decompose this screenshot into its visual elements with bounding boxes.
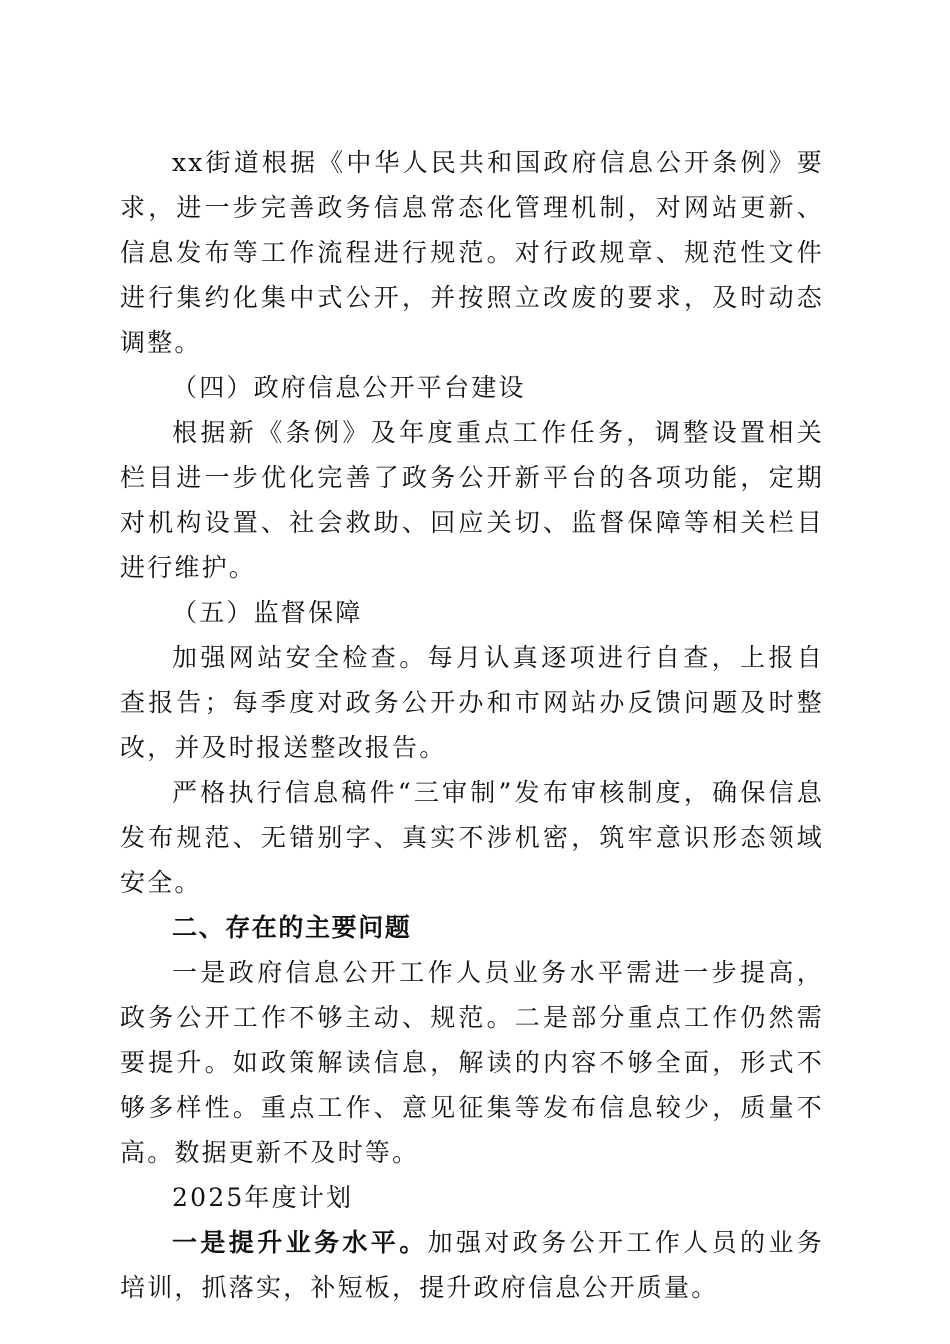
paragraph-review-system: 严格执行信息稿件“三审制”发布审核制度，确保信息发布规范、无错别字、真实不涉机密，筑牢意识形态领域安全。 xyxy=(120,778,824,897)
paragraph-security-check: 加强网站安全检查。每月认真逐项进行自查，上报自查报告；每季度对政务公开办和市网站办反馈问题及时整改，并及时报送整改报告。 xyxy=(120,643,824,762)
heading-main-problems: 二、存在的主要问题 xyxy=(172,913,412,942)
plan-item-text: 加强对政务公开工作人员的业务培训，抓落实，补短板，提升政府信息公开质量。 xyxy=(120,1228,824,1302)
plan-item-lead: 一是提升业务水平。 xyxy=(172,1228,428,1257)
paragraph-info-mechanism: xx街道根据《中华人民共和国政府信息公开条例》要求，进一步完善政务信息常态化管理机制，对网站更新、信息发布等工作流程进行规范。对行政规章、规范性文件进行集约化集中式公开，并按照立改废的要求，及时动态调整。 xyxy=(120,148,824,357)
paragraph-problems: 一是政府信息公开工作人员业务水平需进一步提高，政务公开工作不够主动、规范。二是部分重点工作仍然需要提升。如政策解读信息，解读的内容不够全面，形式不够多样性。重点工作、意见征集等发布信息较少，质量不高。数据更新不及时等。 xyxy=(120,958,824,1167)
heading-supervision: （五）监督保障 xyxy=(172,598,363,627)
heading-platform-construction: （四）政府信息公开平台建设 xyxy=(172,373,526,402)
heading-annual-plan: 2025年度计划 xyxy=(172,1183,354,1212)
paragraph-plan-item xyxy=(120,1220,824,1310)
paragraph-platform: 根据新《条例》及年度重点工作任务，调整设置相关栏目进一步优化完善了政务公开新平台的各项功能，定期对机构设置、社会救助、回应关切、监督保障等相关栏目进行维护。 xyxy=(120,418,824,582)
document-body xyxy=(120,140,824,1310)
